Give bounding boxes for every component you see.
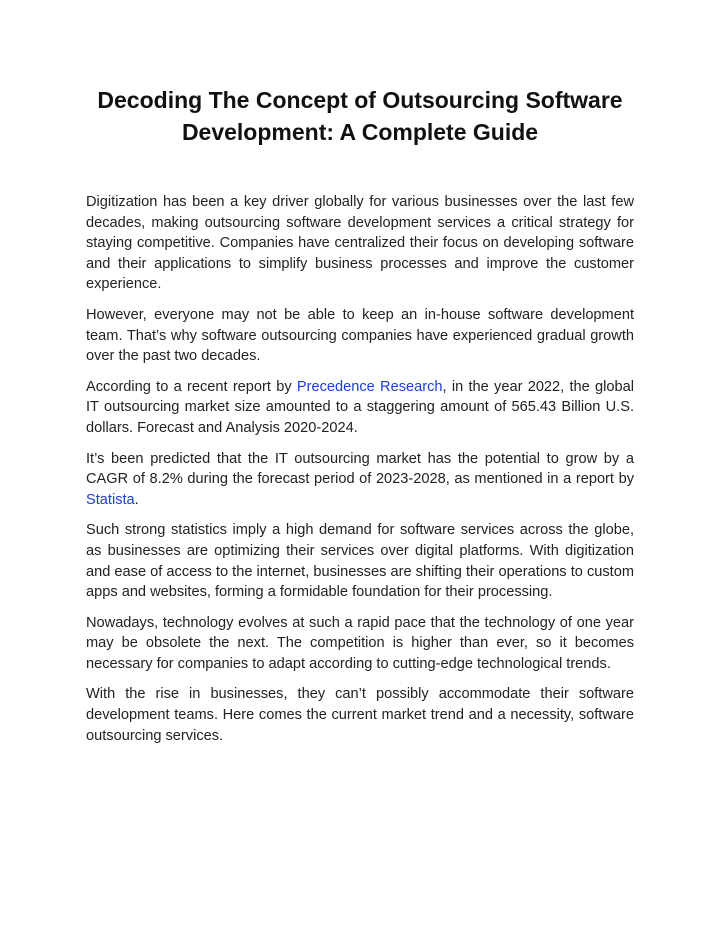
paragraph-6: Nowadays, technology evolves at such a rapid pace that the technology of one year may be obsolete the next. The competition is higher than ever, so it becomes necessary for companies to adapt according to cutting-edge technological trends. [86, 614, 634, 672]
paragraph-3 [86, 377, 634, 439]
document-body [86, 192, 634, 746]
document-title: Decoding The Concept of Outsourcing Software Development: A Complete Guide [97, 87, 623, 145]
paragraph-4-text-end: . [134, 491, 139, 508]
paragraph-1: Digitization has been a key driver globally for various businesses over the last few decades, making outsourcing software development services a critical strategy for staying competitive. Companies have centralized their focus on developing software and their applications to simplify business processes and improve the customer experience. [86, 194, 634, 293]
paragraph-2: However, everyone may not be able to keep an in-house software development team. That’s why software outsourcing companies have experienced gradual growth over the past two decades. [86, 306, 634, 365]
statista-link[interactable]: Statista [86, 491, 135, 508]
paragraph-5: Such strong statistics imply a high demand for software services across the globe, as businesses are optimizing their services over digital platforms. With digitization and ease of access to the internet, businesses are shifting their operations to custom apps and websites, forming a formidable foundation for their processing. [86, 522, 634, 601]
paragraph-3-text-start: According to a recent report by [86, 378, 297, 395]
precedence-research-link[interactable]: Precedence Research [296, 378, 443, 395]
paragraph-4-text-start: It’s been predicted that the IT outsourcing market has the potential to grow by a CAGR of 8.2% during the forecast period of 2023-2028, as mentioned in a report by [86, 450, 634, 488]
paragraph-3-text-end: , in the year 2022, the global IT outsourcing market size amounted to a staggering amount of 565.43 Billion U.S. dollars. Forecast and Analysis 2020-2024. [86, 378, 634, 436]
paragraph-7: With the rise in businesses, they can’t possibly accommodate their software development teams. Here comes the current market trend and a necessity, software outsourcing services. [86, 686, 634, 744]
paragraph-4 [86, 449, 634, 511]
